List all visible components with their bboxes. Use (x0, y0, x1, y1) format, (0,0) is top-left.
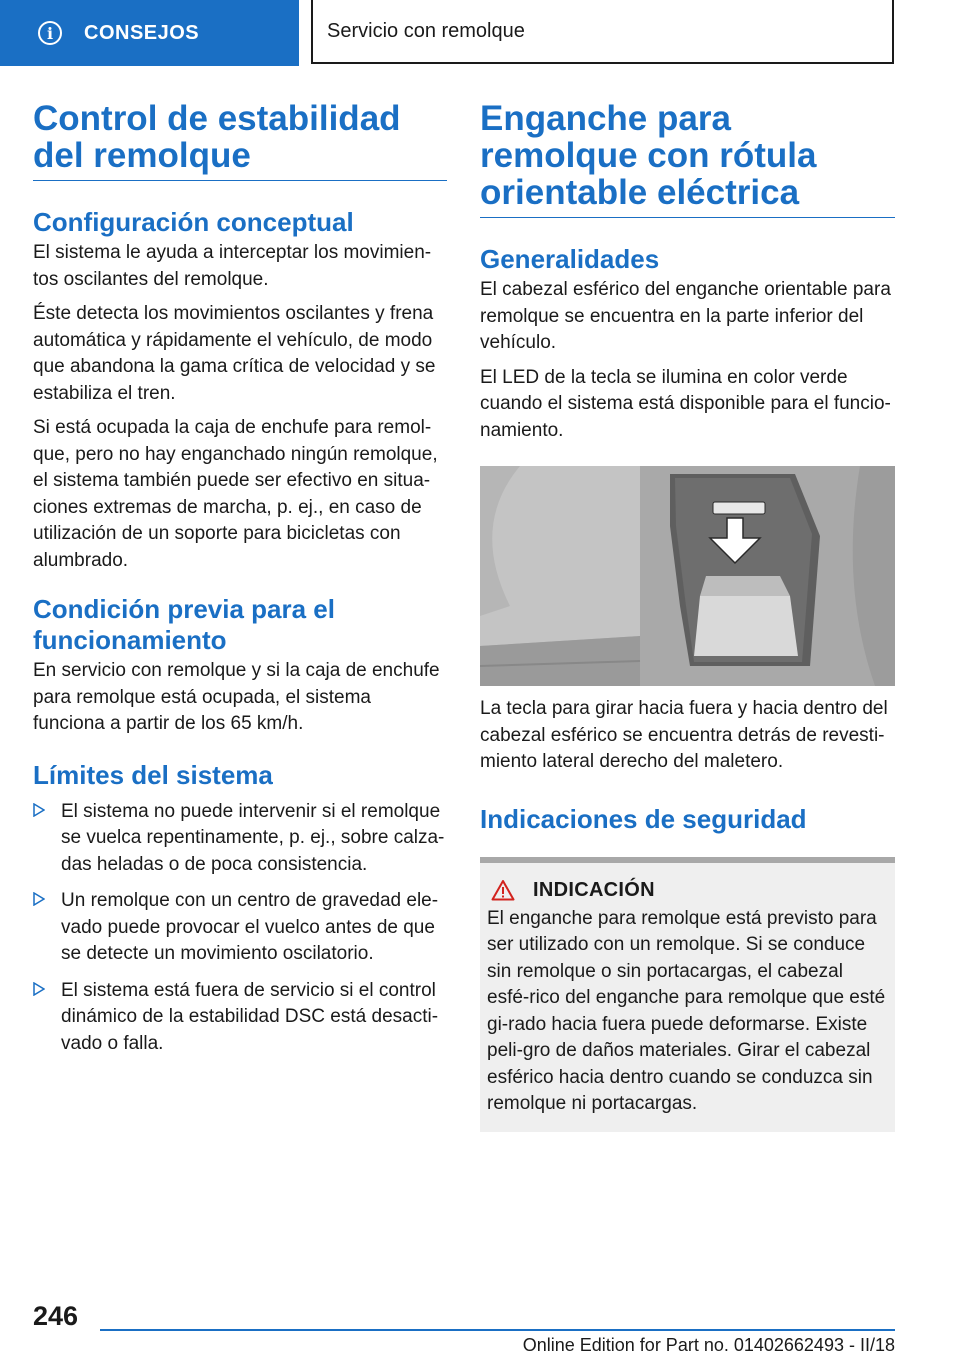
paragraph: Éste detecta los movimientos oscilantes y frena automática y rápidamente el vehículo, de modo que abandona la gama crítica de velocidad y se estabiliza el tren. (33, 303, 436, 404)
triangle-bullet-icon (33, 892, 45, 906)
section-header (311, 0, 894, 64)
limits-list (33, 799, 447, 1058)
info-icon: i (38, 21, 62, 45)
list-item-text: Un remolque con un centro de gravedad ele-vado puede provocar el vuelco antes de que se detecte un movimiento oscilatorio. (61, 890, 439, 964)
list-item-text: El sistema está fuera de servicio si el control dinámico de la estabilidad DSC está desacti-vado o falla. (61, 979, 439, 1054)
heading-configuracion: Configuración conceptual (33, 207, 354, 237)
photo-caption: La tecla para girar hacia fuera y hacia dentro del cabezal esférico se encuentra detrás de revesti-miento lateral derecho del maletero. (480, 698, 888, 772)
paragraph: Si está ocupada la caja de enchufe para remol-que, pero no hay enganchado ningún remolque, el sistema también puede ser efectivo en situa-ciones extremas de marcha, p. ej., en caso de utilización de un soporte para bicicletas con alumbrado. (33, 417, 438, 571)
left-column (33, 100, 447, 1067)
left-page-title: Control de estabilidad del remolque (33, 100, 447, 181)
right-page-title: Enganche para remolque con rótula orientable eléctrica (480, 100, 895, 218)
heading-generalidades: Generalidades (480, 244, 660, 274)
note-title (487, 879, 887, 902)
trunk-illustration (480, 466, 895, 686)
heading-seguridad: Indicaciones de seguridad (480, 803, 807, 834)
list-item (33, 799, 447, 879)
trunk-button-photo (480, 466, 895, 686)
list-item (33, 888, 447, 968)
list-item (33, 978, 447, 1058)
right-column (480, 100, 895, 1132)
footer-edition: Online Edition for Part no. 01402662493 - II/18 (522, 1335, 895, 1355)
footer-divider (100, 1329, 895, 1331)
warning-triangle-icon (491, 879, 515, 901)
heading-limites: Límites del sistema (33, 759, 273, 790)
note-box (480, 857, 895, 1132)
heading-condicion: Condición previa para el funcionamiento (33, 594, 335, 655)
paragraph: El sistema le ayuda a interceptar los movimien-tos oscilantes del remolque. (33, 242, 432, 290)
list-item-text: El sistema no puede intervenir si el remolque se vuelca repentinamente, p. ej., sobre calza-das heladas o de poca consistencia. (61, 800, 445, 875)
triangle-bullet-icon (33, 803, 45, 817)
page-number: 246 (33, 1301, 79, 1331)
note-title-text: INDICACIÓN (533, 878, 655, 901)
section-title: Servicio con remolque (327, 19, 525, 42)
header-tab-label: CONSEJOS (84, 21, 200, 44)
paragraph: El LED de la tecla se ilumina en color verde cuando el sistema está disponible para el funcio-namiento. (480, 366, 891, 441)
note-text: El enganche para remolque está previsto para ser utilizado con un remolque. Si se conduce sin remolque o sin portacargas, el cabezal esfé-rico del enganche para remolque que esté gi-rado hacia fuera puede deformarse. Existe peli-gro de daños materiales. Girar el cabezal esférico hacia dentro cuando se conduzca sin remolque ni portacargas. (487, 907, 886, 1114)
header-tab-consejos (0, 0, 299, 66)
paragraph: En servicio con remolque y si la caja de enchufe para remolque está ocupada, el sistema funciona a partir de los 65 km/h. (33, 660, 440, 734)
triangle-bullet-icon (33, 982, 45, 996)
paragraph: El cabezal esférico del enganche orientable para remolque se encuentra en la parte inferior del vehículo. (480, 279, 891, 353)
